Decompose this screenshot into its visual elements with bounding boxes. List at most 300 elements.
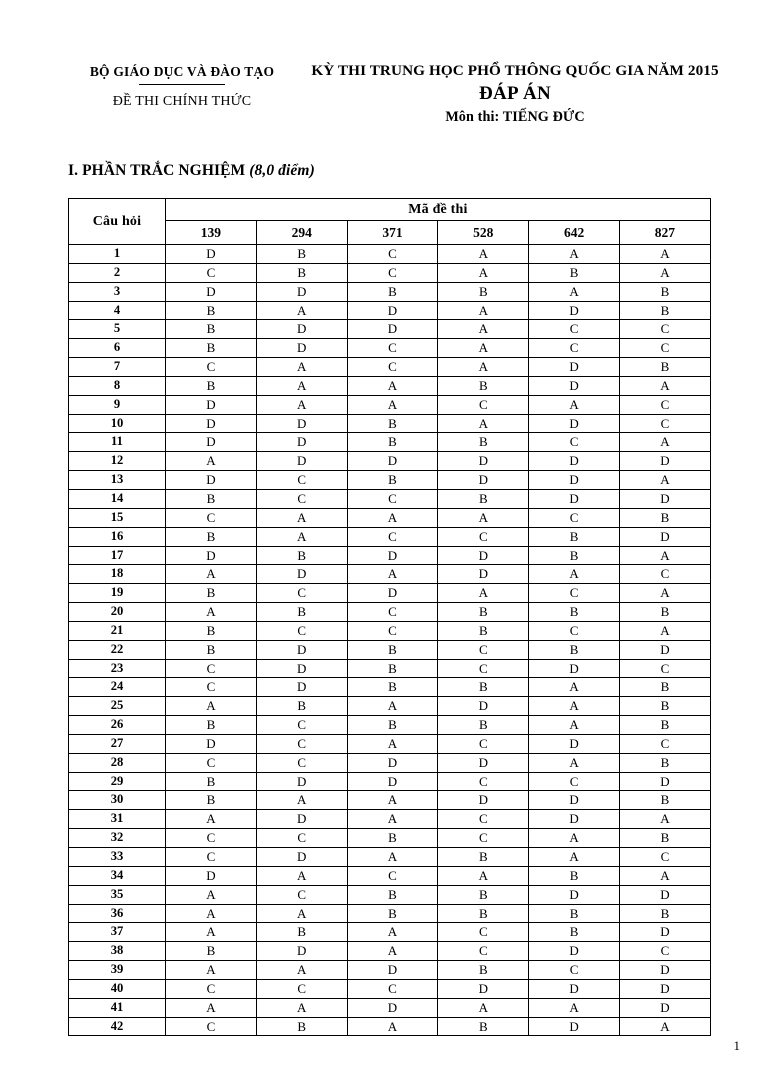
answer-cell: B: [438, 433, 529, 452]
exam-code-group-header: Mã đề thi: [166, 199, 711, 221]
answer-cell: B: [166, 621, 257, 640]
table-header-row-group: [69, 199, 711, 221]
question-number-cell: 34: [69, 866, 166, 885]
answer-cell: C: [166, 678, 257, 697]
question-number-cell: 13: [69, 471, 166, 490]
question-number-cell: 11: [69, 433, 166, 452]
answer-cell: B: [166, 527, 257, 546]
answer-cell: A: [619, 621, 710, 640]
answer-cell: D: [619, 961, 710, 980]
answer-cell: C: [438, 640, 529, 659]
question-number-cell: 5: [69, 320, 166, 339]
answer-cell: B: [438, 282, 529, 301]
answer-cell: B: [619, 697, 710, 716]
answer-cell: C: [166, 358, 257, 377]
answer-cell: B: [166, 942, 257, 961]
answer-cell: B: [166, 640, 257, 659]
question-number-cell: 19: [69, 584, 166, 603]
table-body: [69, 245, 711, 1036]
answer-cell: B: [438, 904, 529, 923]
answer-cell: A: [529, 565, 620, 584]
table-row: [69, 452, 711, 471]
answer-cell: A: [438, 508, 529, 527]
answer-cell: D: [256, 640, 347, 659]
answer-cell: D: [619, 640, 710, 659]
answer-cell: D: [347, 998, 438, 1017]
answer-cell: A: [256, 527, 347, 546]
answer-cell: A: [347, 791, 438, 810]
answer-cell: A: [438, 866, 529, 885]
answer-cell: C: [529, 320, 620, 339]
exam-code-header-371: 371: [347, 221, 438, 245]
answer-cell: A: [256, 508, 347, 527]
answer-cell: D: [619, 998, 710, 1017]
answer-cell: C: [619, 395, 710, 414]
answer-cell: B: [256, 245, 347, 264]
answer-cell: A: [256, 998, 347, 1017]
answer-cell: B: [438, 376, 529, 395]
answer-cell: C: [438, 734, 529, 753]
answer-cell: A: [438, 263, 529, 282]
answer-cell: C: [619, 565, 710, 584]
question-number-cell: 32: [69, 829, 166, 848]
table-row: [69, 772, 711, 791]
answer-cell: C: [529, 621, 620, 640]
answer-cell: B: [529, 603, 620, 622]
answer-cell: D: [347, 961, 438, 980]
question-number-cell: 36: [69, 904, 166, 923]
question-number-cell: 7: [69, 358, 166, 377]
answer-cell: D: [347, 772, 438, 791]
answer-table-container: [68, 198, 710, 1036]
answer-cell: B: [619, 282, 710, 301]
answer-cell: D: [619, 527, 710, 546]
answer-cell: D: [529, 471, 620, 490]
answer-cell: C: [438, 829, 529, 848]
answer-cell: B: [529, 904, 620, 923]
answer-cell: D: [529, 885, 620, 904]
question-number-cell: 16: [69, 527, 166, 546]
question-number-cell: 39: [69, 961, 166, 980]
answer-cell: C: [166, 848, 257, 867]
answer-cell: B: [619, 829, 710, 848]
answer-cell: C: [438, 923, 529, 942]
answer-cell: A: [529, 282, 620, 301]
answer-cell: C: [256, 753, 347, 772]
answer-cell: B: [529, 640, 620, 659]
answer-cell: D: [619, 489, 710, 508]
answer-cell: C: [256, 584, 347, 603]
answer-cell: B: [166, 320, 257, 339]
answer-cell: D: [256, 772, 347, 791]
answer-cell: D: [438, 979, 529, 998]
answer-cell: B: [529, 546, 620, 565]
answer-cell: C: [347, 866, 438, 885]
table-row: [69, 716, 711, 735]
answer-cell: A: [529, 678, 620, 697]
question-number-cell: 41: [69, 998, 166, 1017]
question-number-cell: 22: [69, 640, 166, 659]
answer-cell: B: [438, 716, 529, 735]
table-row: [69, 584, 711, 603]
answer-cell: A: [256, 301, 347, 320]
answer-cell: A: [347, 923, 438, 942]
answer-cell: A: [256, 358, 347, 377]
answer-cell: D: [529, 734, 620, 753]
answer-cell: B: [619, 508, 710, 527]
answer-cell: D: [619, 979, 710, 998]
table-row: [69, 414, 711, 433]
answer-cell: A: [438, 414, 529, 433]
answer-cell: D: [256, 282, 347, 301]
table-row: [69, 320, 711, 339]
answer-cell: D: [166, 734, 257, 753]
answer-cell: C: [256, 716, 347, 735]
question-number-cell: 26: [69, 716, 166, 735]
answer-cell: B: [619, 904, 710, 923]
table-row: [69, 433, 711, 452]
answer-cell: D: [438, 565, 529, 584]
answer-cell: D: [529, 791, 620, 810]
question-number-cell: 33: [69, 848, 166, 867]
answer-cell: C: [619, 414, 710, 433]
answer-cell: A: [619, 1017, 710, 1036]
header-divider-rule: [139, 84, 225, 85]
answer-cell: A: [166, 961, 257, 980]
question-number-cell: 15: [69, 508, 166, 527]
answer-cell: C: [529, 584, 620, 603]
answer-cell: A: [256, 376, 347, 395]
table-row: [69, 979, 711, 998]
answer-cell: C: [529, 772, 620, 791]
answer-cell: D: [529, 414, 620, 433]
answer-cell: B: [529, 527, 620, 546]
question-number-cell: 20: [69, 603, 166, 622]
answer-cell: A: [166, 810, 257, 829]
answer-cell: D: [438, 452, 529, 471]
question-number-cell: 38: [69, 942, 166, 961]
answer-cell: D: [256, 452, 347, 471]
answer-cell: A: [619, 866, 710, 885]
answer-cell: B: [256, 263, 347, 282]
answer-cell: D: [347, 546, 438, 565]
answer-cell: D: [256, 810, 347, 829]
document-header: [0, 62, 768, 126]
answer-cell: D: [166, 433, 257, 452]
answer-cell: B: [347, 885, 438, 904]
answer-cell: B: [619, 791, 710, 810]
answer-cell: D: [529, 376, 620, 395]
answer-cell: B: [438, 885, 529, 904]
answer-cell: B: [347, 904, 438, 923]
answer-cell: A: [347, 565, 438, 584]
table-header-row-codes: [69, 221, 711, 245]
answer-cell: D: [438, 471, 529, 490]
answer-cell: B: [166, 301, 257, 320]
answer-cell: A: [166, 452, 257, 471]
answer-cell: C: [619, 339, 710, 358]
table-row: [69, 471, 711, 490]
answer-cell: C: [347, 489, 438, 508]
answer-cell: C: [347, 603, 438, 622]
header-right-block: [306, 62, 768, 126]
answer-cell: D: [619, 885, 710, 904]
answer-cell: A: [529, 395, 620, 414]
answer-cell: D: [438, 753, 529, 772]
answer-cell: A: [438, 584, 529, 603]
answer-cell: C: [347, 358, 438, 377]
table-row: [69, 829, 711, 848]
answer-cell: B: [347, 471, 438, 490]
answer-cell: A: [166, 885, 257, 904]
table-row: [69, 866, 711, 885]
answer-cell: D: [619, 772, 710, 791]
answer-cell: C: [529, 508, 620, 527]
table-row: [69, 603, 711, 622]
answer-cell: A: [619, 245, 710, 264]
answer-cell: D: [347, 301, 438, 320]
answer-cell: B: [438, 1017, 529, 1036]
answer-cell: B: [529, 923, 620, 942]
answer-cell: C: [438, 810, 529, 829]
question-number-cell: 24: [69, 678, 166, 697]
ministry-name: BỘ GIÁO DỤC VÀ ĐÀO TẠO: [89, 64, 275, 79]
subject-line: Môn thi: TIẾNG ĐỨC: [445, 109, 585, 125]
answer-cell: C: [256, 885, 347, 904]
answer-cell: C: [166, 263, 257, 282]
answer-cell: D: [256, 659, 347, 678]
answer-cell: D: [529, 979, 620, 998]
answer-cell: A: [347, 697, 438, 716]
answer-cell: B: [529, 263, 620, 282]
table-row: [69, 489, 711, 508]
exam-code-header-827: 827: [619, 221, 710, 245]
answer-cell: A: [256, 904, 347, 923]
answer-cell: C: [619, 734, 710, 753]
table-row: [69, 885, 711, 904]
answer-cell: A: [347, 508, 438, 527]
question-number-cell: 17: [69, 546, 166, 565]
table-row: [69, 753, 711, 772]
answer-cell: C: [438, 942, 529, 961]
table-row: [69, 282, 711, 301]
answer-cell: A: [166, 697, 257, 716]
answer-cell: A: [438, 301, 529, 320]
answer-cell: C: [619, 942, 710, 961]
question-number-cell: 8: [69, 376, 166, 395]
section-heading: [68, 162, 315, 180]
table-row: [69, 376, 711, 395]
answer-cell: B: [619, 716, 710, 735]
section-heading-points: (8,0 điểm): [249, 162, 315, 179]
answer-cell: B: [166, 772, 257, 791]
answer-cell: A: [166, 923, 257, 942]
answer-cell: D: [256, 414, 347, 433]
answer-cell: B: [619, 753, 710, 772]
answer-cell: B: [166, 339, 257, 358]
table-row: [69, 263, 711, 282]
answer-cell: B: [529, 866, 620, 885]
answer-cell: C: [347, 621, 438, 640]
answer-cell: A: [619, 433, 710, 452]
answer-cell: A: [619, 810, 710, 829]
answer-cell: D: [166, 282, 257, 301]
answer-cell: A: [529, 245, 620, 264]
exam-title: KỲ THI TRUNG HỌC PHỔ THÔNG QUỐC GIA NĂM 2015: [311, 62, 719, 79]
table-row: [69, 998, 711, 1017]
table-row: [69, 245, 711, 264]
answer-cell: D: [529, 452, 620, 471]
answer-cell: C: [166, 659, 257, 678]
question-number-cell: 12: [69, 452, 166, 471]
answer-cell: C: [166, 508, 257, 527]
answer-cell: A: [256, 866, 347, 885]
answer-cell: D: [347, 452, 438, 471]
answer-cell: A: [438, 998, 529, 1017]
answer-cell: D: [256, 942, 347, 961]
table-row: [69, 358, 711, 377]
question-number-cell: 23: [69, 659, 166, 678]
answer-cell: A: [347, 376, 438, 395]
question-number-cell: 9: [69, 395, 166, 414]
answer-cell: C: [166, 1017, 257, 1036]
question-number-cell: 40: [69, 979, 166, 998]
answer-cell: A: [347, 848, 438, 867]
answer-cell: B: [256, 697, 347, 716]
answer-cell: B: [166, 376, 257, 395]
question-number-cell: 30: [69, 791, 166, 810]
answer-cell: D: [347, 753, 438, 772]
answer-cell: D: [166, 471, 257, 490]
answer-cell: B: [619, 358, 710, 377]
answer-cell: D: [256, 339, 347, 358]
question-number-cell: 37: [69, 923, 166, 942]
answer-cell: C: [438, 527, 529, 546]
answer-cell: C: [347, 263, 438, 282]
question-number-cell: 1: [69, 245, 166, 264]
table-row: [69, 659, 711, 678]
answer-cell: A: [438, 358, 529, 377]
answer-cell: A: [347, 810, 438, 829]
answer-cell: C: [619, 659, 710, 678]
answer-cell: C: [347, 339, 438, 358]
table-row: [69, 527, 711, 546]
document-kind-title: ĐÁP ÁN: [479, 83, 551, 104]
answer-cell: B: [256, 546, 347, 565]
answer-cell: C: [166, 979, 257, 998]
header-left-block: [58, 62, 306, 110]
answer-cell: A: [529, 716, 620, 735]
answer-cell: C: [438, 659, 529, 678]
answer-cell: D: [529, 810, 620, 829]
answer-cell: C: [529, 433, 620, 452]
answer-cell: B: [347, 716, 438, 735]
question-number-cell: 29: [69, 772, 166, 791]
question-number-cell: 4: [69, 301, 166, 320]
question-number-cell: 21: [69, 621, 166, 640]
table-row: [69, 621, 711, 640]
exam-code-header-139: 139: [166, 221, 257, 245]
answer-cell: D: [619, 452, 710, 471]
table-row: [69, 697, 711, 716]
answer-cell: C: [619, 320, 710, 339]
official-exam-label: ĐỀ THI CHÍNH THỨC: [112, 94, 252, 109]
answer-cell: A: [347, 1017, 438, 1036]
answer-cell: B: [438, 961, 529, 980]
table-row: [69, 395, 711, 414]
question-number-cell: 14: [69, 489, 166, 508]
answer-cell: B: [256, 923, 347, 942]
answer-cell: B: [438, 848, 529, 867]
answer-cell: D: [347, 320, 438, 339]
answer-cell: A: [619, 263, 710, 282]
answer-cell: B: [166, 716, 257, 735]
exam-code-header-294: 294: [256, 221, 347, 245]
answer-cell: B: [619, 678, 710, 697]
answer-cell: A: [166, 603, 257, 622]
table-head: [69, 199, 711, 245]
answer-cell: C: [438, 395, 529, 414]
table-row: [69, 640, 711, 659]
answer-key-table: [68, 198, 711, 1036]
exam-code-header-528: 528: [438, 221, 529, 245]
question-column-header: Câu hỏi: [69, 199, 166, 245]
answer-cell: D: [166, 546, 257, 565]
question-number-cell: 42: [69, 1017, 166, 1036]
question-number-cell: 10: [69, 414, 166, 433]
answer-cell: D: [529, 358, 620, 377]
answer-cell: C: [529, 339, 620, 358]
answer-cell: A: [166, 998, 257, 1017]
answer-cell: D: [529, 489, 620, 508]
answer-cell: D: [438, 546, 529, 565]
answer-cell: B: [347, 829, 438, 848]
answer-cell: B: [438, 603, 529, 622]
answer-cell: A: [438, 320, 529, 339]
table-row: [69, 546, 711, 565]
answer-cell: D: [166, 414, 257, 433]
answer-cell: A: [256, 791, 347, 810]
question-number-cell: 27: [69, 734, 166, 753]
answer-cell: A: [619, 471, 710, 490]
question-number-cell: 31: [69, 810, 166, 829]
answer-cell: B: [256, 603, 347, 622]
table-row: [69, 734, 711, 753]
answer-cell: C: [256, 621, 347, 640]
table-row: [69, 301, 711, 320]
answer-cell: A: [529, 753, 620, 772]
answer-cell: C: [256, 829, 347, 848]
answer-cell: A: [166, 904, 257, 923]
answer-cell: A: [619, 376, 710, 395]
table-row: [69, 565, 711, 584]
answer-cell: D: [166, 395, 257, 414]
answer-cell: B: [166, 584, 257, 603]
section-heading-text: I. PHẦN TRẮC NGHIỆM: [68, 162, 250, 179]
answer-cell: A: [347, 734, 438, 753]
answer-cell: C: [347, 527, 438, 546]
answer-cell: D: [256, 678, 347, 697]
answer-cell: C: [256, 979, 347, 998]
answer-cell: B: [347, 414, 438, 433]
answer-cell: A: [529, 998, 620, 1017]
answer-cell: B: [619, 301, 710, 320]
answer-cell: A: [347, 942, 438, 961]
answer-cell: D: [166, 245, 257, 264]
answer-cell: A: [438, 245, 529, 264]
answer-cell: D: [529, 301, 620, 320]
answer-cell: C: [529, 961, 620, 980]
